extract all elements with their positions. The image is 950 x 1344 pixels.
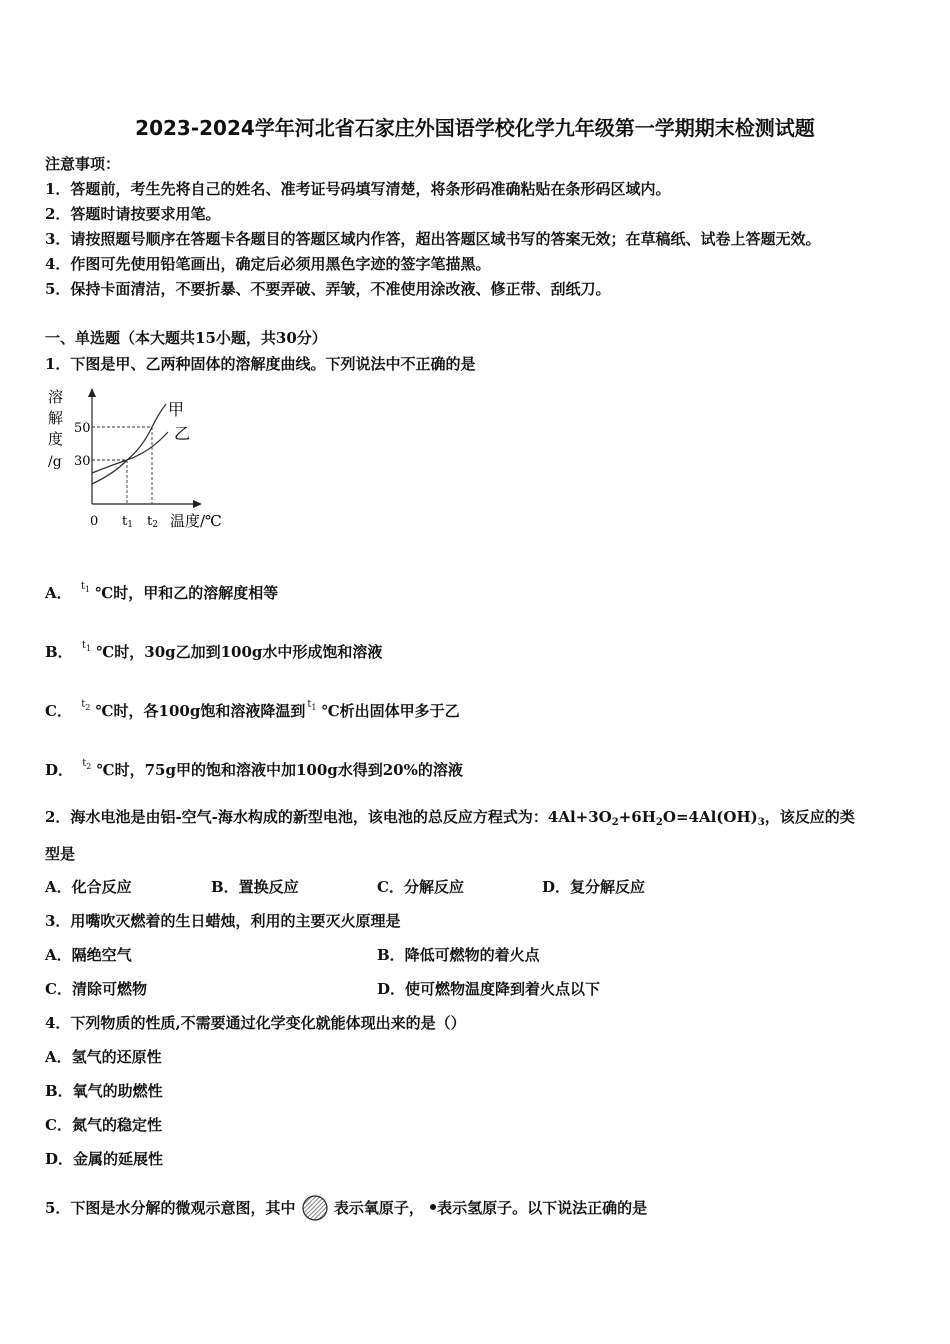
curve-label-jia: 甲 (168, 400, 185, 419)
tick-50: 50 (74, 421, 91, 436)
question-2-stem: 2．海水电池是由铝-空气-海水构成的新型电池，该电池的总反应方程式为：$4Al+3O_2+6H_2O=4Al(OH)_3$，该反应的类 (45, 808, 855, 828)
solubility-graph (40, 380, 240, 540)
tick-30: 30 (74, 454, 91, 469)
tick-t1: t1 (122, 514, 133, 530)
notes-heading: 注意事项： (45, 155, 121, 173)
option-letter: A． (45, 584, 72, 602)
curve-yi (92, 432, 168, 473)
tick-t2: t2 (147, 514, 158, 530)
option-d: D．复分解反应 (542, 878, 646, 896)
y-axis-arrow (88, 388, 96, 397)
question-3-stem: 3．用嘴吹灭燃着的生日蜡烛，利用的主要灭火原理是 (45, 912, 401, 930)
temp-t-sub: 1 (311, 703, 317, 712)
option-d (45, 759, 463, 780)
option-c: C．分解反应 (377, 878, 464, 896)
option-c: C．清除可燃物 (45, 980, 147, 998)
oxygen-atom-icon (301, 1194, 329, 1222)
note-item: 1．答题前，考生先将自己的姓名、准考证号码填写清楚，将条形码准确粘贴在条形码区域内。 (45, 180, 671, 198)
temp-t: t (307, 699, 312, 710)
option-letter: C． (45, 702, 72, 720)
question-2-stem-cont: 型是 (45, 845, 76, 863)
temp-t-sub: 2 (85, 703, 91, 712)
y-label-char: 溶 (48, 388, 64, 406)
tick-origin: 0 (90, 514, 99, 529)
question-1-stem: 1．下图是甲、乙两种固体的溶解度曲线。下列说法中不正确的是 (45, 355, 476, 373)
temp-t-sub: 1 (85, 644, 92, 653)
option-d: D．使可燃物温度降到着火点以下 (377, 980, 601, 998)
temp-t: t (81, 699, 86, 710)
option-d: D．金属的延展性 (45, 1150, 164, 1168)
note-item: 5．保持卡面清洁，不要折暴、不要弄破、弄皱，不准使用涂改液、修正带、刮纸刀。 (45, 280, 611, 298)
temp-t-sub: 2 (86, 762, 92, 771)
temp-t-sub: 1 (84, 585, 90, 594)
question-4-stem: 4．下列物质的性质,不需要通过化学变化就能体现出来的是（） (45, 1014, 466, 1032)
option-b (45, 641, 382, 662)
option-text: ℃时，30g乙加到100g水中形成饱和溶液 (96, 643, 383, 661)
section-heading: 一、单选题（本大题共15小题，共30分） (45, 329, 327, 347)
note-item: 2．答题时请按要求用笔。 (45, 205, 221, 223)
option-text: ℃时，75g甲的饱和溶液中加100g水得到20%的溶液 (96, 761, 463, 779)
option-letter: B． (45, 643, 73, 661)
option-text: ℃析出固体甲多于乙 (321, 702, 460, 720)
option-text: ℃时，各100g饱和溶液降温到 (95, 702, 306, 720)
y-label-char: 解 (48, 409, 64, 427)
option-b: B．氧气的助燃性 (45, 1082, 163, 1100)
temp-t: t (80, 581, 85, 592)
option-text: ℃时，甲和乙的溶解度相等 (95, 584, 279, 602)
temp-t: t (81, 640, 86, 651)
hydrogen-atom-icon (429, 1203, 437, 1211)
x-axis-label: 温度/℃ (170, 512, 222, 530)
option-c: C．氮气的稳定性 (45, 1116, 162, 1134)
page-title: 2023-2024学年河北省石家庄外国语学校化学九年级第一学期期末检测试题 (135, 116, 815, 140)
y-label-char: /g (48, 454, 62, 470)
temp-t: t (82, 758, 87, 769)
curve-label-yi: 乙 (174, 424, 191, 443)
option-c (45, 700, 460, 721)
option-a (45, 582, 278, 603)
x-axis-arrow (193, 500, 202, 508)
question-5-stem: 5．下图是水分解的微观示意图，其中 表示氧原子， 表示氢原子。以下说法正确的是 (45, 1194, 647, 1222)
option-b: B．置换反应 (211, 878, 299, 896)
note-item: 4．作图可先使用铅笔画出，确定后必须用黑色字迹的签字笔描黑。 (45, 255, 491, 273)
note-item: 3．请按照题号顺序在答题卡各题目的答题区域内作答，超出答题区域书写的答案无效；在草稿纸、试卷上答题无效。 (45, 230, 821, 248)
option-letter: D． (45, 761, 74, 779)
option-a: A．化合反应 (45, 878, 132, 896)
option-b: B．降低可燃物的着火点 (377, 946, 540, 964)
option-a: A．氢气的还原性 (45, 1048, 162, 1066)
option-a: A．隔绝空气 (45, 946, 132, 964)
y-label-char: 度 (48, 430, 64, 448)
